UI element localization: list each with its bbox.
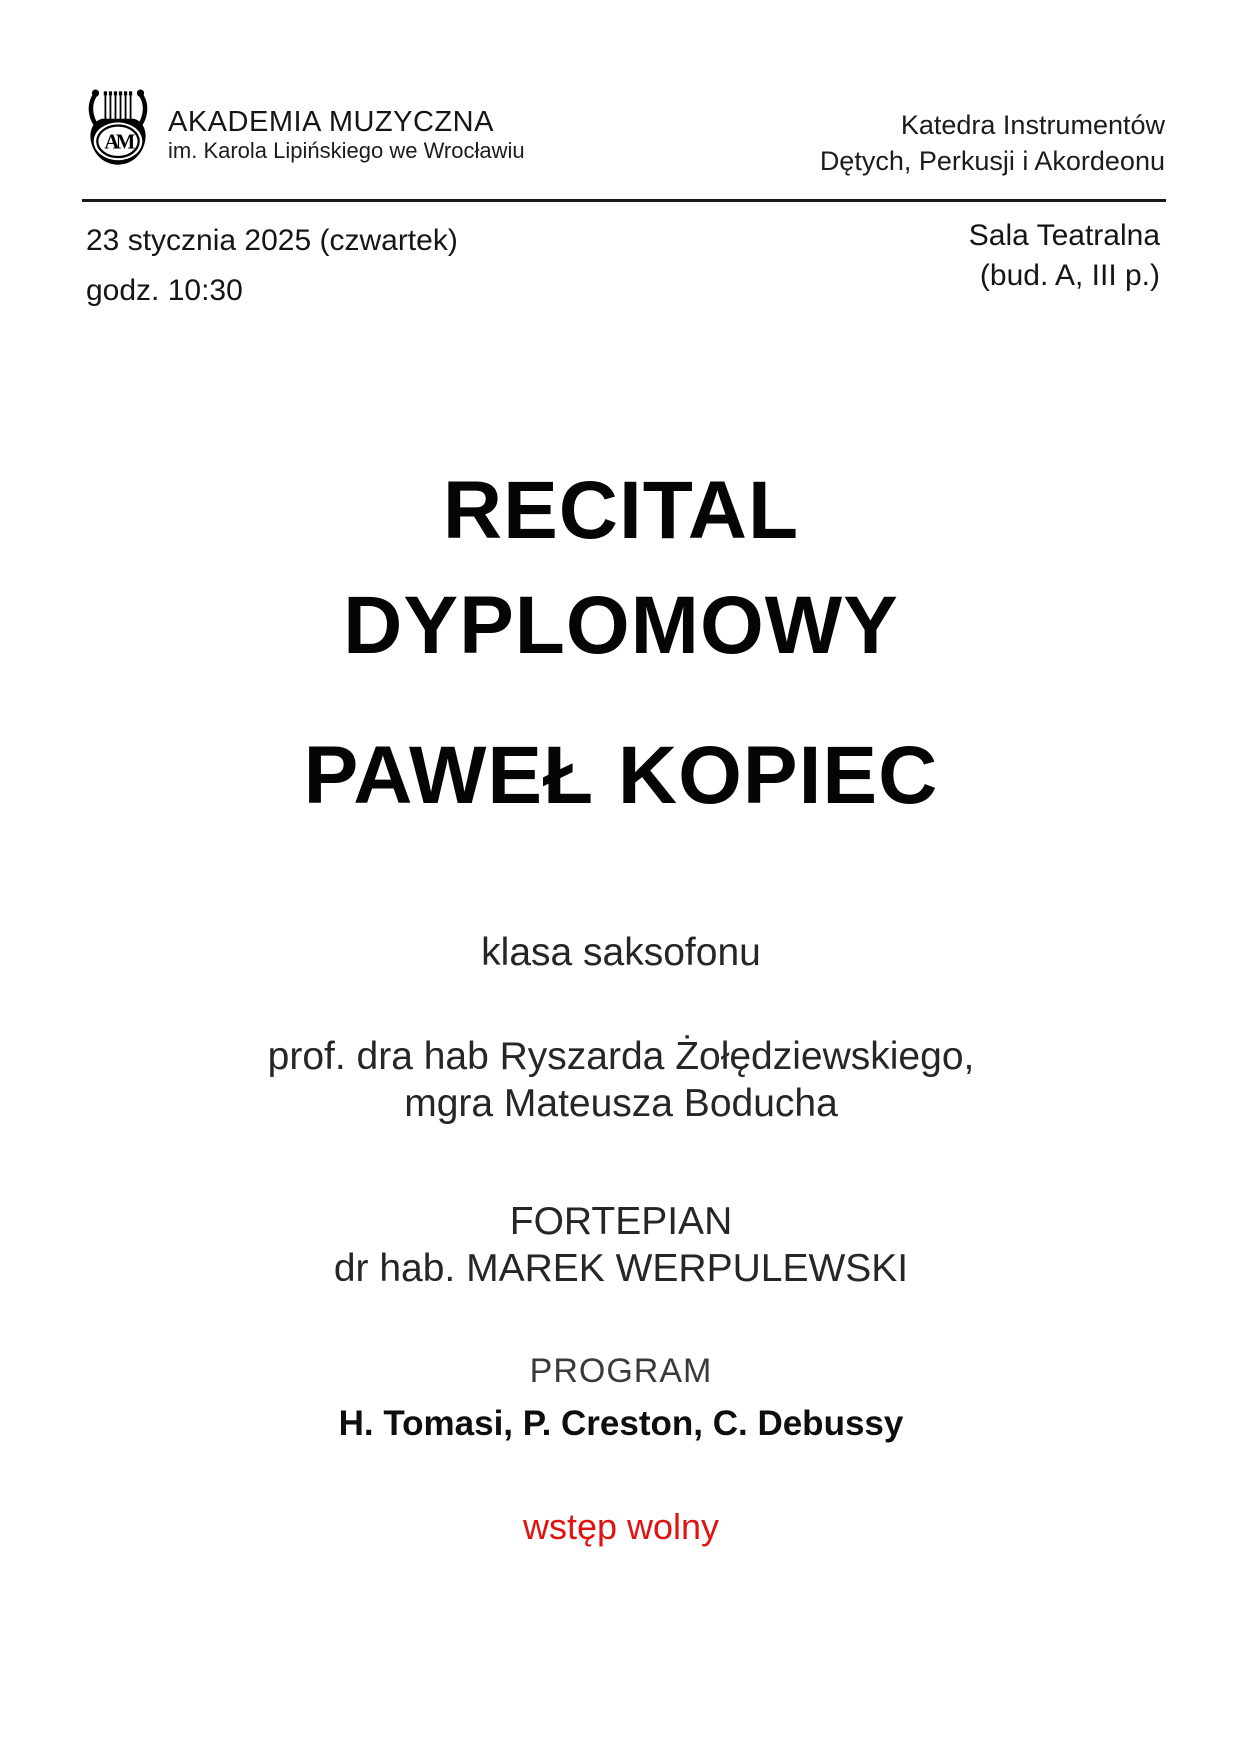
academy-name-block bbox=[168, 89, 525, 163]
piano-block bbox=[0, 1198, 1242, 1292]
header bbox=[82, 84, 1165, 180]
professors-line1: prof. dra hab Ryszarda Żołędziewskiego, bbox=[267, 1035, 975, 1078]
title-line2: DYPLOMOWY bbox=[343, 580, 899, 671]
event-info bbox=[86, 216, 1160, 317]
professors-line2: mgra Mateusza Boducha bbox=[404, 1082, 838, 1125]
svg-text:AM: AM bbox=[104, 131, 132, 154]
program-label: PROGRAM bbox=[529, 1352, 713, 1390]
class-label: klasa saksofonu bbox=[481, 931, 761, 974]
department-line1: Katedra Instrumentów bbox=[900, 110, 1165, 140]
program-composers: H. Tomasi, P. Creston, C. Debussy bbox=[338, 1404, 904, 1443]
academy-brand bbox=[82, 84, 525, 168]
header-divider bbox=[82, 199, 1166, 202]
event-time: godz. 10:30 bbox=[86, 274, 243, 308]
pianist-name: dr hab. MAREK WERPULEWSKI bbox=[333, 1247, 909, 1290]
lyre-icon bbox=[82, 84, 154, 168]
title-line1: RECITAL bbox=[442, 465, 800, 556]
venue-name: Sala Teatralna bbox=[968, 219, 1160, 252]
department-line2: Dętych, Perkusji i Akordeonu bbox=[819, 145, 1165, 176]
academy-subtitle: im. Karola Lipińskiego we Wrocławiu bbox=[168, 137, 525, 163]
event-date-time bbox=[86, 216, 458, 317]
admission-note: wstęp wolny bbox=[522, 1506, 720, 1547]
performer-name: PAWEŁ KOPIEC bbox=[303, 730, 939, 821]
venue-detail: (bud. A, III p.) bbox=[979, 258, 1160, 292]
department-name bbox=[820, 84, 1165, 180]
piano-label: FORTEPIAN bbox=[509, 1200, 733, 1243]
event-date: 23 stycznia 2025 (czwartek) bbox=[86, 224, 458, 257]
event-venue bbox=[969, 216, 1160, 317]
academy-name: AKADEMIA MUZYCZNA bbox=[168, 106, 494, 139]
poster-title bbox=[0, 453, 1242, 833]
professors bbox=[0, 1033, 1242, 1127]
